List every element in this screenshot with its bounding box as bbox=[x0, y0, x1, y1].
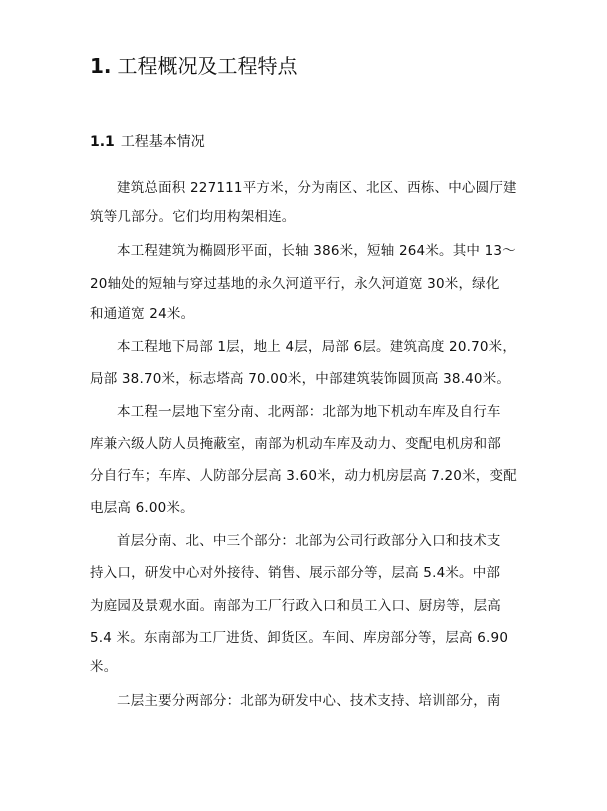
paragraph-line: 首层分南、北、中三个部分：北部为公司行政部分入口和技术支 bbox=[117, 533, 501, 549]
paragraph-line: 米。 bbox=[90, 659, 118, 675]
paragraph-line: 持入口，研发中心对外接待、销售、展示部分等，层高 5.4米。中部 bbox=[90, 565, 501, 581]
section-number: 1. bbox=[90, 54, 112, 78]
paragraph-line: 本工程一层地下室分南、北两部：北部为地下机动车库及自行车 bbox=[117, 404, 501, 420]
subsection-title: 工程基本情况 bbox=[120, 134, 205, 150]
paragraph-line: 本工程地下局部 1层，地上 4层，局部 6层。建筑高度 20.70米， bbox=[117, 339, 517, 355]
paragraph-line: 和通道宽 24米。 bbox=[90, 306, 195, 322]
paragraph-line: 建筑总面积 227111平方米，分为南区、北区、西栋、中心圆厅建 bbox=[117, 180, 517, 196]
subsection-number: 1.1 bbox=[90, 134, 115, 150]
subsection-heading bbox=[90, 131, 205, 151]
section-title: 工程概况及工程特点 bbox=[117, 54, 298, 78]
paragraph-line: 为庭园及景观水面。南部为工厂行政入口和员工入口、厨房等，层高 bbox=[90, 598, 501, 614]
section-heading bbox=[90, 50, 298, 79]
paragraph-line: 二层主要分两部分：北部为研发中心、技术支持、培训部分，南 bbox=[117, 693, 501, 709]
paragraph-line: 5.4 米。东南部为工厂进货、卸货区。车间、库房部分等，层高 6.90 bbox=[90, 630, 509, 646]
paragraph-line: 20轴处的短轴与穿过基地的永久河道平行，永久河道宽 30米，绿化 bbox=[90, 276, 500, 292]
paragraph-line: 分自行车；车库、人防部分层高 3.60米，动力机房层高 7.20米，变配 bbox=[90, 468, 517, 484]
paragraph-line: 局部 38.70米，标志塔高 70.00米，中部建筑装饰圆顶高 38.40米。 bbox=[90, 371, 511, 387]
paragraph-line: 筑等几部分。它们均用构架相连。 bbox=[90, 209, 296, 225]
paragraph-line: 本工程建筑为椭圆形平面，长轴 386米，短轴 264米。其中 13～ bbox=[117, 243, 516, 259]
paragraph-line: 电层高 6.00米。 bbox=[90, 500, 194, 516]
paragraph-line: 库兼六级人防人员掩蔽室，南部为机动车库及动力、变配电机房和部 bbox=[90, 436, 501, 452]
